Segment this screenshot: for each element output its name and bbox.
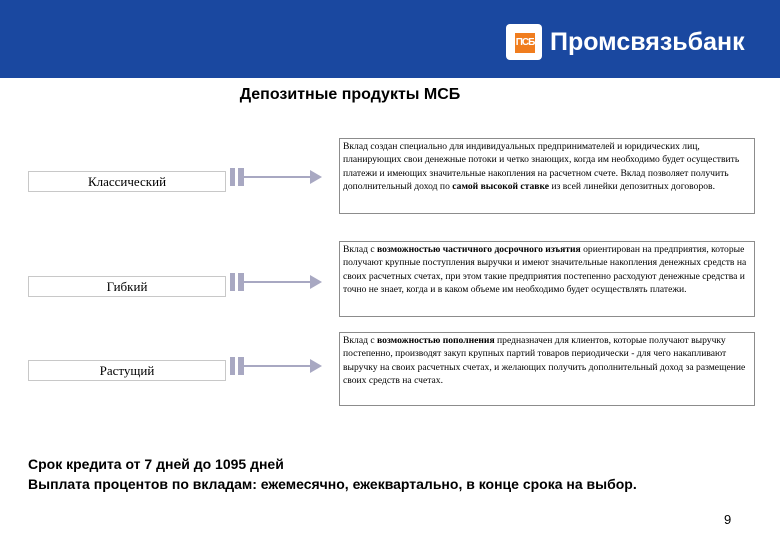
page-number: 9 [724,512,732,527]
brand-name: Промсвязьбанк [550,28,745,56]
product-description-classic: Вклад создан специально для индивидуальных предпринимателей и юридических лиц, планирующих свои денежные потоки и четко знающих, когда им необходимо будет осуществить платежи и имеющих значительные накопления на расчетном счете. Вклад позволяет получить дополнительный доход по самой высокой ставке из всей линейки депозитных договоров. [339,138,755,214]
header-bar [0,0,780,78]
logo-mark-text: ПСБ [515,33,535,53]
product-label-classic: Классический [28,171,226,192]
logo-mark-icon [506,24,542,60]
credit-term-note: Срок кредита от 7 дней до 1095 дней [28,456,284,472]
connector-arrow-icon [230,273,326,291]
interest-payment-note: Выплата процентов по вкладам: ежемесячно, ежеквартально, в конце срока на выбор. [28,476,637,492]
product-label-flexible: Гибкий [28,276,226,297]
product-description-growing: Вклад с возможностью пополнения предназначен для клиентов, которые получают выручку постепенно, производят закуп крупных партий товаров периодически - для чего накапливают выручку на своих расчетных счетах, и желающих получить дополнительный доход за размещение своих средств на счетах. [339,332,755,406]
bank-logo [506,24,746,60]
product-description-flexible: Вклад с возможностью частичного досрочного изъятия ориентирован на предприятия, которые получают крупные поступления выручки и имеют значительные накопления денежных средств на своих расчетных счетах, при этом такие предприятия постепенно расходуют денежные средства и точно не знает, когда и в каком объеме им необходимо будет осуществлять платежи. [339,241,755,317]
connector-arrow-icon [230,168,326,186]
product-label-growing: Растущий [28,360,226,381]
page-title: Депозитные продукты МСБ [239,86,461,103]
footer-notes [28,454,768,494]
connector-arrow-icon [230,357,326,375]
